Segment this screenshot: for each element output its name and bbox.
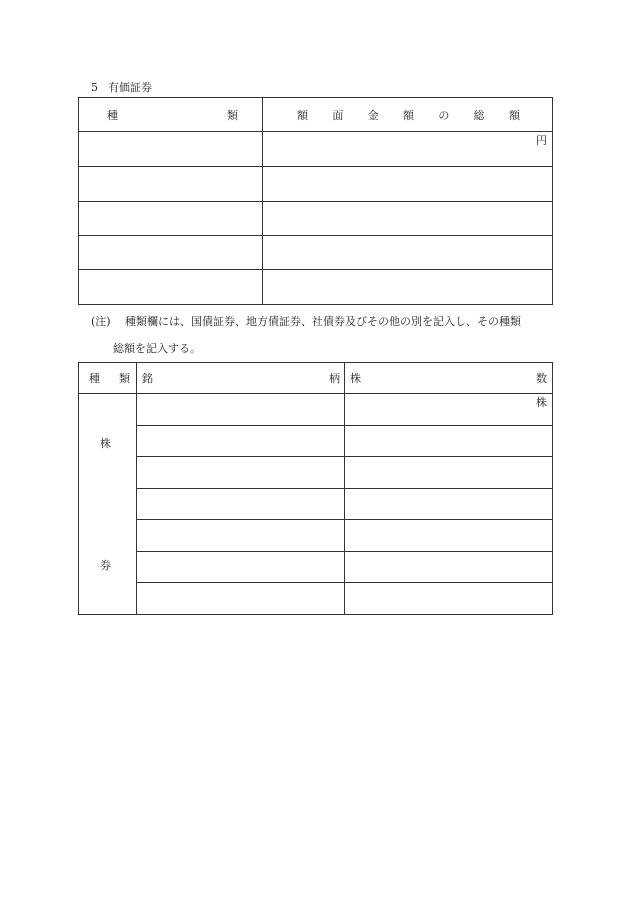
table-row (79, 426, 553, 457)
share-count-cell[interactable] (345, 583, 553, 615)
header-total-char: 額 (297, 108, 308, 122)
header-total-char: 額 (402, 108, 414, 122)
kind-cell[interactable] (79, 202, 263, 236)
stock-certificates-table (78, 362, 553, 615)
header-kind (79, 363, 137, 394)
header-kind-char: 類 (119, 372, 130, 385)
header-brand-char: 銘 (142, 372, 153, 385)
header-kind-char: 種 (107, 108, 118, 122)
kind-cell[interactable] (79, 167, 263, 202)
amount-cell[interactable] (263, 132, 553, 167)
header-total-char: 総 (473, 108, 485, 122)
brand-cell[interactable] (137, 394, 345, 426)
header-count-char: 数 (536, 372, 547, 385)
brand-cell[interactable] (137, 552, 345, 583)
table-row (79, 167, 553, 202)
header-brand-char: 柄 (329, 372, 340, 385)
kind-char-ken: 券 (100, 559, 111, 572)
header-total-char: の (438, 108, 450, 122)
share-count-cell[interactable] (345, 457, 553, 489)
section-title: 有価証券 (108, 81, 152, 94)
table-header-row (79, 98, 553, 132)
header-total-char: 額 (508, 108, 520, 122)
header-kind (79, 98, 263, 132)
section-number: 5 (91, 81, 98, 94)
brand-cell[interactable] (137, 520, 345, 552)
amount-cell[interactable] (263, 236, 553, 270)
table-row (79, 236, 553, 270)
table-row (79, 583, 553, 615)
brand-cell[interactable] (137, 489, 345, 520)
header-kind-char: 種 (89, 372, 100, 385)
table-row (79, 202, 553, 236)
amount-cell[interactable] (263, 270, 553, 305)
header-face-value-total (263, 98, 553, 132)
header-share-count (345, 363, 553, 394)
table-row (79, 552, 553, 583)
share-count-cell[interactable] (345, 520, 553, 552)
amount-cell[interactable] (263, 167, 553, 202)
header-brand (137, 363, 345, 394)
table-header-row (79, 363, 553, 394)
kind-cell[interactable] (79, 132, 263, 167)
share-count-cell[interactable] (345, 552, 553, 583)
yen-unit: 円 (536, 134, 547, 147)
header-count-char: 株 (350, 372, 361, 385)
table-row (79, 489, 553, 520)
kind-merged-cell[interactable] (79, 394, 137, 615)
share-count-cell[interactable] (345, 394, 553, 426)
share-count-cell[interactable] (345, 426, 553, 457)
header-kind-char: 類 (227, 108, 238, 122)
note-line-2: 総額を記入する。 (113, 342, 201, 355)
kind-char-kabu: 株 (100, 437, 111, 450)
header-total-char: 金 (367, 108, 379, 122)
share-unit: 株 (536, 396, 547, 409)
table-row (79, 520, 553, 552)
note-prefix: (注) (91, 315, 111, 328)
brand-cell[interactable] (137, 583, 345, 615)
table-row (79, 394, 553, 426)
brand-cell[interactable] (137, 426, 345, 457)
table-row (79, 132, 553, 167)
table-row (79, 270, 553, 305)
table-row (79, 457, 553, 489)
brand-cell[interactable] (137, 457, 345, 489)
share-count-cell[interactable] (345, 489, 553, 520)
amount-cell[interactable] (263, 202, 553, 236)
note-line-1: 種類欄には、国債証券、地方債証券、社債券及びその他の別を記入し、その種類 (125, 315, 521, 328)
securities-face-value-table (78, 97, 553, 305)
kind-cell[interactable] (79, 270, 263, 305)
kind-cell[interactable] (79, 236, 263, 270)
header-total-char: 面 (332, 108, 344, 122)
